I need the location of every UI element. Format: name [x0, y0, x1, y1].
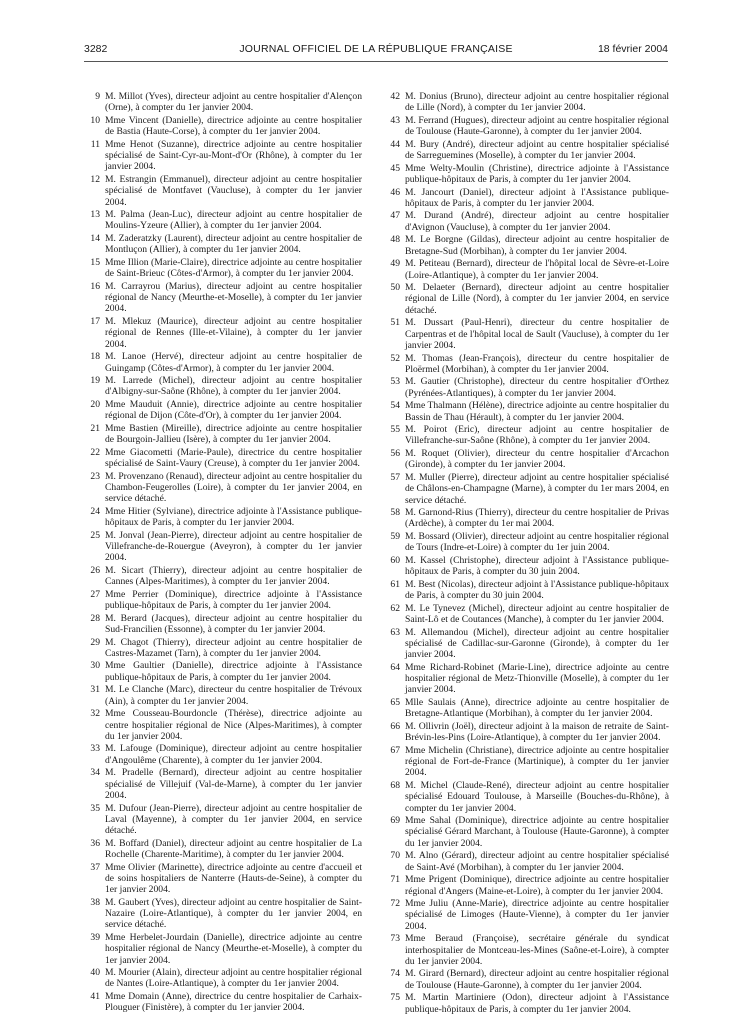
entry-text: M. Dufour (Jean-Pierre), directeur adjoint au centre hospitalier de Laval (Mayenne), à compter du 1er janvier 2004, en service détaché. — [105, 802, 362, 837]
appointment-entry — [84, 257, 362, 280]
entry-text: M. Alno (Gérard), directeur adjoint au centre hospitalier spécialisé de Saint-Avé (Morbihan), à compter du 1er janvier 2004. — [405, 850, 669, 873]
appointment-entry — [84, 506, 362, 529]
entry-number: 54 — [390, 400, 400, 412]
entry-text: Mme Cousseau-Bourdoncle (Thérèse), directrice adjointe au centre hospitalier régional de Nice (Alpes-Maritimes), à compter du 1er janvier 2004. — [105, 708, 362, 742]
entry-text: Mme Juliu (Anne-Marie), directrice adjointe au centre hospitalier spécialisé de Limoges (Haute-Vienne), à compter du 1er janvier 2004. — [405, 898, 669, 932]
entry-text: Mlle Saulais (Anne), directrice adjointe au centre hospitalier de Bretagne-Atlantique (Morbihan), à compter du 1er janvier 2004. — [405, 696, 669, 720]
entry-number: 40 — [90, 967, 100, 979]
entry-text: M. Muller (Pierre), directeur adjoint au centre hospitalier spécialisé de Châlons-en-Champagne (Marne), à compter du 1er mars 2004, en service détaché. — [405, 471, 670, 506]
appointment-entry — [385, 745, 669, 779]
entry-number: 53 — [390, 376, 400, 388]
entry-number: 21 — [90, 422, 100, 434]
entry-text: M. Kassel (Christophe), directeur adjoint à l'Assistance publique-hôpitaux de Paris, à compter du 30 juin 2004. — [405, 554, 669, 578]
appointment-entry — [385, 163, 669, 186]
entry-number: 17 — [90, 316, 100, 328]
entry-text: M. Ferrand (Hugues), directeur adjoint au centre hospitalier régional de Toulouse (Haute-Garonne), à compter du 1er janvier 2004. — [405, 114, 669, 138]
entry-text: Mme Perrier (Dominique), directrice adjointe à l'Assistance publique-hôpitaux de Paris, à compter du 1er janvier 2004. — [105, 588, 362, 612]
appointment-entry — [84, 613, 362, 636]
entry-number: 13 — [90, 209, 100, 221]
entry-text: Mme Michelin (Christiane), directrice adjointe au centre hospitalier régional de Fort-de-France (Martinique), à compter du 1er janvier 2004. — [405, 744, 669, 779]
entry-text: M. Berard (Jacques), directeur adjoint au centre hospitalier du Sud-Francilien (Essonne), à compter du 1er janvier 2004. — [105, 612, 362, 635]
entry-text: M. Carrayrou (Marius), directeur adjoint au centre hospitalier régional de Nancy (Meurthe-et-Moselle), à compter du 1er janvier 2004. — [105, 280, 362, 315]
entry-number: 47 — [390, 210, 400, 222]
appointment-entry — [385, 603, 669, 626]
journal-title: JOURNAL OFFICIEL DE LA RÉPUBLIQUE FRANÇAISE — [239, 43, 513, 55]
appointment-entry — [84, 932, 362, 966]
entry-number: 62 — [390, 602, 400, 614]
entry-number: 14 — [90, 233, 100, 245]
appointment-entry — [84, 862, 362, 896]
entry-text: M. Estrangin (Emmanuel), directeur adjoint au centre hospitalier spécialisé de Montfavet (Vaucluse), à compter du 1er janvier 2004. — [105, 173, 362, 208]
appointment-entry — [84, 589, 362, 612]
entry-text: M. Poirot (Eric), directeur adjoint au centre hospitalier de Villefranche-sur-Saône (Rhône), à compter du 1er janvier 2004. — [405, 424, 669, 447]
appointment-entry — [84, 708, 362, 742]
appointment-entry — [385, 898, 669, 932]
entry-text: Mme Mauduit (Annie), directrice adjointe au centre hospitalier régional de Dijon (Côte-d'Or), à compter du 1er janvier 2004. — [105, 398, 362, 422]
entry-text: Mme Giacometti (Marie-Paule), directrice du centre hospitalier spécialisé de Saint-Vaury (Creuse), à compter du 1er janvier 2004. — [105, 446, 362, 470]
entry-text: Mme Prigent (Dominique), directrice adjointe au centre hospitalier régional d'Angers (Maine-et-Loire), à compter du 1er janvier 2004. — [405, 874, 669, 897]
entry-text: Mme Domain (Anne), directrice du centre hospitalier de Carhaix-Plouguer (Finistère), à compter du 1er janvier 2004. — [105, 991, 362, 1014]
entry-number: 10 — [90, 114, 100, 126]
entry-text: M. Lanoe (Hervé), directeur adjoint au centre hospitalier de Guingamp (Côtes-d'Armor), à compter du 1er janvier 2004. — [105, 351, 362, 374]
appointment-entry — [385, 115, 669, 138]
entry-text: Mme Richard-Robinet (Marie-Line), directrice adjointe au centre hospitalier régional de Metz-Thionville (Moselle), à compter du 1er janvier 2004. — [405, 661, 669, 696]
entry-text: M. Lafouge (Dominique), directeur adjoint au centre hospitalier d'Angoulême (Charente), à compter du 1er janvier 2004. — [105, 743, 362, 766]
entry-number: 28 — [90, 612, 100, 624]
entry-text: M. Petiteau (Bernard), directeur de l'hôpital local de Sèvre-et-Loire (Loire-Atlantique), à compter du 1er janvier 2004. — [405, 258, 669, 281]
appointment-entry — [385, 507, 669, 530]
entry-number: 46 — [390, 186, 400, 198]
appointment-entry — [84, 743, 362, 766]
entry-number: 64 — [390, 661, 400, 673]
header-rule — [84, 61, 668, 62]
appointment-entry — [84, 209, 362, 232]
appointment-entry — [84, 991, 362, 1014]
entry-text: M. Larrede (Michel), directeur adjoint au centre hospitalier d'Albigny-sur-Saône (Rhône), à compter du 1er janvier 2004. — [105, 375, 362, 398]
appointment-entry — [385, 424, 669, 447]
appointment-entry — [84, 423, 362, 446]
entry-text: Mme Vincent (Danielle), directrice adjointe au centre hospitalier de Bastia (Haute-Corse), à compter du 1er janvier 2004. — [105, 114, 362, 138]
appointment-entry — [385, 968, 669, 991]
entry-number: 48 — [390, 234, 400, 246]
entry-number: 12 — [90, 173, 100, 185]
appointment-entry — [84, 281, 362, 315]
page-header — [84, 43, 668, 59]
appointment-entry — [385, 815, 669, 849]
page-number: 3282 — [84, 43, 108, 55]
entry-text: M. Mourier (Alain), directeur adjoint au centre hospitalier régional de Nantes (Loire-Atlantique), à compter du 1er janvier 2004. — [105, 967, 362, 990]
entry-text: M. Gaubert (Yves), directeur adjoint au centre hospitalier de Saint-Nazaire (Loire-Atlantique), à compter du 1er janvier 2004, en service détaché. — [105, 896, 362, 931]
appointment-entry — [385, 850, 669, 873]
appointment-entry — [84, 375, 362, 398]
entry-number: 35 — [90, 802, 100, 814]
entry-number: 30 — [90, 660, 100, 672]
appointment-entry — [385, 376, 669, 399]
entry-text: M. Pradelle (Bernard), directeur adjoint au centre hospitalier spécialisé de Villejuif (Val-de-Marne), à compter du 1er janvier 2004. — [105, 767, 362, 801]
entry-number: 23 — [90, 470, 100, 482]
entry-number: 9 — [95, 91, 100, 102]
appointment-entry — [84, 565, 362, 588]
appointment-entry — [84, 767, 362, 801]
entry-number: 39 — [90, 931, 100, 943]
entry-number: 51 — [390, 317, 400, 329]
entry-number: 26 — [90, 564, 100, 576]
left-column — [84, 91, 362, 1015]
appointment-entry — [385, 472, 669, 506]
entry-text: Mme Henot (Suzanne), directrice adjointe au centre hospitalier spécialisé de Saint-Cyr-au-Mont-d'Or (Rhône), à compter du 1er janvier 2004. — [105, 138, 362, 173]
appointment-entry — [385, 448, 669, 471]
appointment-entry — [385, 662, 669, 696]
appointment-entry — [84, 684, 362, 707]
entry-text: Mme Thalmann (Hélène), directrice adjointe au centre hospitalier du Bassin de Thau (Hérault), à compter du 1er janvier 2004. — [405, 400, 669, 423]
appointment-entry — [84, 351, 362, 374]
entry-number: 34 — [90, 767, 100, 779]
appointment-entry — [84, 174, 362, 208]
entry-number: 20 — [90, 398, 100, 410]
appointment-entry — [385, 721, 669, 744]
appointment-entry — [84, 115, 362, 138]
entry-number: 66 — [390, 720, 400, 732]
entry-number: 24 — [90, 505, 100, 517]
appointment-entry — [385, 579, 669, 602]
entry-number: 52 — [390, 352, 400, 364]
entry-number: 70 — [390, 850, 400, 862]
entry-number: 44 — [390, 138, 400, 150]
entry-number: 68 — [390, 779, 400, 791]
entry-text: M. Dussart (Paul-Henri), directeur du centre hospitalier de Carpentras et de l'hôpital local de Sault (Vaucluse), à compter du 1er janvier 2004. — [405, 317, 669, 351]
appointment-entry — [385, 555, 669, 578]
appointment-entry — [84, 967, 362, 990]
entry-text: Mme Herbelet-Jourdain (Danielle), directrice adjointe au centre hospitalier régional de Nancy (Meurthe-et-Moselle), à compter du 1er janvier 2004. — [105, 931, 362, 966]
entry-number: 18 — [90, 351, 100, 363]
entry-text: Mme Welty-Moulin (Christine), directrice adjointe à l'Assistance publique-hôpitaux de Paris, à compter du 1er janvier 2004. — [405, 162, 669, 185]
appointment-entry — [84, 139, 362, 173]
appointment-entry — [84, 530, 362, 564]
appointment-entry — [385, 627, 669, 661]
entry-text: M. Thomas (Jean-François), directeur du centre hospitalier de Ploërmel (Morbihan), à compter du 1er janvier 2004. — [405, 352, 669, 375]
entry-text: M. Garnond-Rius (Thierry), directeur du centre hospitalier de Privas (Ardèche), à compter du 1er mai 2004. — [405, 507, 669, 530]
entry-text: M. Bury (André), directeur adjoint au centre hospitalier spécialisé de Sarreguemines (Moselle), à compter du 1er janvier 2004. — [405, 138, 669, 162]
entry-number: 67 — [390, 744, 400, 756]
entry-text: M. Jonval (Jean-Pierre), directeur adjoint au centre hospitalier de Villefranche-de-Rouergue (Aveyron), à compter du 1er janvier 2004. — [105, 529, 362, 564]
appointment-entry — [385, 317, 669, 351]
appointment-entry — [385, 139, 669, 162]
entry-text: M. Best (Nicolas), directeur adjoint à l'Assistance publique-hôpitaux de Paris, à compter du 30 juin 2004. — [405, 578, 669, 602]
entry-number: 43 — [390, 114, 400, 126]
entry-number: 75 — [390, 992, 400, 1004]
entry-number: 49 — [390, 258, 400, 270]
entry-number: 16 — [90, 280, 100, 292]
appointment-entry — [385, 234, 669, 257]
entry-text: M. Jancourt (Daniel), directeur adjoint à l'Assistance publique-hôpitaux de Paris, à compter du 1er janvier 2004. — [405, 186, 669, 209]
entry-number: 69 — [390, 815, 400, 827]
entry-number: 45 — [390, 162, 400, 174]
entry-text: M. Gautier (Christophe), directeur du centre hospitalier d'Orthez (Pyrénées-Atlantiques), à compter du 1er janvier 2004. — [405, 376, 669, 399]
entry-number: 71 — [390, 874, 400, 886]
right-column — [385, 91, 669, 1016]
appointment-entry — [84, 838, 362, 861]
entry-text: M. Zaderatzky (Laurent), directeur adjoint au centre hospitalier de Montluçon (Allier), à compter du 1er janvier 2004. — [105, 233, 362, 256]
appointment-entry — [385, 933, 669, 967]
entry-number: 29 — [90, 636, 100, 648]
entry-text: M. Sicart (Thierry), directeur adjoint au centre hospitalier de Cannes (Alpes-Maritimes), à compter du 1er janvier 2004. — [105, 564, 362, 588]
appointment-entry — [84, 637, 362, 660]
entry-number: 31 — [90, 684, 100, 696]
entry-text: M. Le Borgne (Gildas), directeur adjoint au centre hospitalier de Bretagne-Sud (Morbihan), à compter du 1er janvier 2004. — [405, 234, 669, 257]
entry-text: Mme Beraud (Françoise), secrétaire générale du syndicat interhospitalier de Montceau-les-Mines (Saône-et-Loire), à compter du 1er janvier 2004. — [405, 933, 669, 967]
entry-text: Mme Sahal (Dominique), directrice adjointe au centre hospitalier spécialisé Gérard Marchant, à Toulouse (Haute-Garonne), à compter du 1er janvier 2004. — [405, 815, 669, 849]
entry-number: 74 — [390, 968, 400, 980]
appointment-entry — [385, 531, 669, 554]
appointment-entry — [84, 91, 362, 114]
appointment-entry — [84, 897, 362, 931]
entry-text: M. Boffard (Daniel), directeur adjoint au centre hospitalier de La Rochelle (Charente-Maritime), à compter du 1er janvier 2004. — [105, 837, 362, 861]
appointment-entry — [84, 660, 362, 683]
entry-text: M. Roquet (Olivier), directeur du centre hospitalier d'Arcachon (Gironde), à compter du 1er janvier 2004. — [405, 448, 669, 471]
appointment-entry — [385, 874, 669, 897]
appointment-entry — [84, 316, 362, 350]
entry-text: M. Bossard (Olivier), directeur adjoint au centre hospitalier régional de Tours (Indre-et-Loire) à compter du 1er juin 2004. — [405, 531, 669, 554]
appointment-entry — [84, 447, 362, 470]
entry-text: M. Le Tynevez (Michel), directeur adjoint au centre hospitalier de Saint-Lô et de Coutances (Manche), à compter du 1er janvier 2004. — [405, 602, 669, 625]
entry-number: 37 — [90, 861, 100, 873]
entry-text: M. Michel (Claude-René), directeur adjoint au centre hospitalier spécialisé Edouard Toulouse, à Marseille (Bouches-du-Rhône), à compter du 1er janvier 2004. — [405, 779, 669, 814]
appointment-entry — [385, 210, 669, 233]
appointment-entry — [385, 992, 669, 1015]
entry-number: 59 — [390, 531, 400, 543]
entry-number: 11 — [90, 138, 100, 150]
entry-text: M. Le Clanche (Marc), directeur du centre hospitalier de Trévoux (Ain), à compter du 1er janvier 2004. — [105, 684, 362, 707]
entry-text: M. Millot (Yves), directeur adjoint au centre hospitalier d'Alençon (Orne), à compter du 1er janvier 2004. — [105, 91, 362, 114]
entry-number: 33 — [90, 743, 100, 755]
entry-number: 58 — [390, 507, 400, 519]
entry-text: M. Chagot (Thierry), directeur adjoint au centre hospitalier de Castres-Mazamet (Tarn), à compter du 1er janvier 2004. — [105, 636, 362, 659]
entry-number: 38 — [90, 896, 100, 908]
entry-text: Mme Bastien (Mireille), directrice adjointe au centre hospitalier de Bourgoin-Jallieu (Isère), à compter du 1er janvier 2004. — [105, 422, 362, 446]
appointment-entry — [385, 697, 669, 720]
entry-number: 60 — [390, 554, 400, 566]
appointment-entry — [385, 400, 669, 423]
appointment-entry — [84, 471, 362, 505]
entry-number: 63 — [390, 626, 400, 638]
appointment-entry — [385, 258, 669, 281]
entry-text: M. Delaeter (Bernard), directeur adjoint au centre hospitalier régional de Lille (Nord), à compter du 1er janvier 2004, en service détaché. — [405, 282, 669, 316]
entry-number: 42 — [390, 91, 400, 102]
entry-text: Mme Illion (Marie-Claire), directrice adjointe au centre hospitalier de Saint-Brieuc (Côtes-d'Armor), à compter du 1er janvier 2004. — [105, 256, 362, 280]
entry-text: M. Provenzano (Renaud), directeur adjoint au centre hospitalier du Chambon-Feugerolles (Loire), à compter du 1er janvier 2004, en service détaché. — [105, 470, 362, 505]
entry-text: M. Ollivrin (Joël), directeur adjoint à la maison de retraite de Saint-Brévin-les-Pins (Loire-Atlantique), à compter du 1er janvier 2004. — [405, 720, 669, 744]
entry-number: 19 — [90, 375, 100, 387]
appointment-entry — [385, 282, 669, 316]
entry-number: 15 — [90, 256, 100, 268]
entry-text: M. Donius (Bruno), directeur adjoint au centre hospitalier régional de Lille (Nord), à compter du 1er janvier 2004. — [405, 91, 669, 114]
entry-number: 72 — [390, 898, 400, 910]
entry-number: 25 — [90, 529, 100, 541]
entry-text: Mme Gaultier (Danielle), directrice adjointe à l'Assistance publique-hôpitaux de Paris, à compter du 1er janvier 2004. — [105, 660, 362, 683]
entry-text: M. Mlekuz (Maurice), directeur adjoint au centre hospitalier régional de Rennes (Ille-et-Vilaine), à compter du 1er janvier 2004. — [105, 316, 362, 350]
entry-number: 27 — [90, 588, 100, 600]
entry-number: 65 — [390, 696, 400, 708]
entry-number: 22 — [90, 446, 100, 458]
entry-number: 32 — [90, 708, 100, 720]
entry-text: M. Durand (André), directeur adjoint au centre hospitalier d'Avignon (Vaucluse), à compter du 1er janvier 2004. — [405, 210, 669, 233]
entry-text: M. Girard (Bernard), directeur adjoint au centre hospitalier régional de Toulouse (Haute-Garonne), à compter du 1er janvier 2004. — [405, 968, 669, 991]
entry-number: 55 — [390, 424, 400, 436]
appointment-entry — [385, 187, 669, 210]
entry-number: 36 — [90, 837, 100, 849]
appointment-entry — [385, 353, 669, 376]
entry-text: M. Allemandou (Michel), directeur adjoint au centre hospitalier spécialisé de Cadillac-sur-Garonne (Gironde), à compter du 1er janvier 2004. — [405, 626, 669, 661]
entry-number: 57 — [390, 471, 400, 483]
appointment-entry — [84, 803, 362, 837]
entry-number: 41 — [90, 991, 100, 1003]
entry-number: 61 — [390, 578, 400, 590]
issue-date: 18 février 2004 — [597, 43, 668, 55]
entry-text: M. Martin Martiniere (Odon), directeur adjoint à l'Assistance publique-hôpitaux de Paris, à compter du 1er janvier 2004. — [405, 992, 669, 1015]
appointment-entry — [84, 399, 362, 422]
entry-number: 56 — [390, 448, 400, 460]
entry-number: 73 — [390, 933, 400, 945]
entry-number: 50 — [390, 282, 400, 294]
appointment-entry — [385, 91, 669, 114]
appointment-entry — [84, 233, 362, 256]
entry-text: Mme Olivier (Marinette), directrice adjointe au centre d'accueil et de soins hospitaliers de Nanterre (Hauts-de-Seine), à compter du 1er janvier 2004. — [105, 861, 362, 896]
entry-text: M. Palma (Jean-Luc), directeur adjoint au centre hospitalier de Moulins-Yzeure (Allier), à compter du 1er janvier 2004. — [105, 209, 362, 232]
entry-text: Mme Hitier (Sylviane), directrice adjointe à l'Assistance publique-hôpitaux de Paris, à compter du 1er janvier 2004. — [105, 505, 362, 529]
appointment-entry — [385, 780, 669, 814]
